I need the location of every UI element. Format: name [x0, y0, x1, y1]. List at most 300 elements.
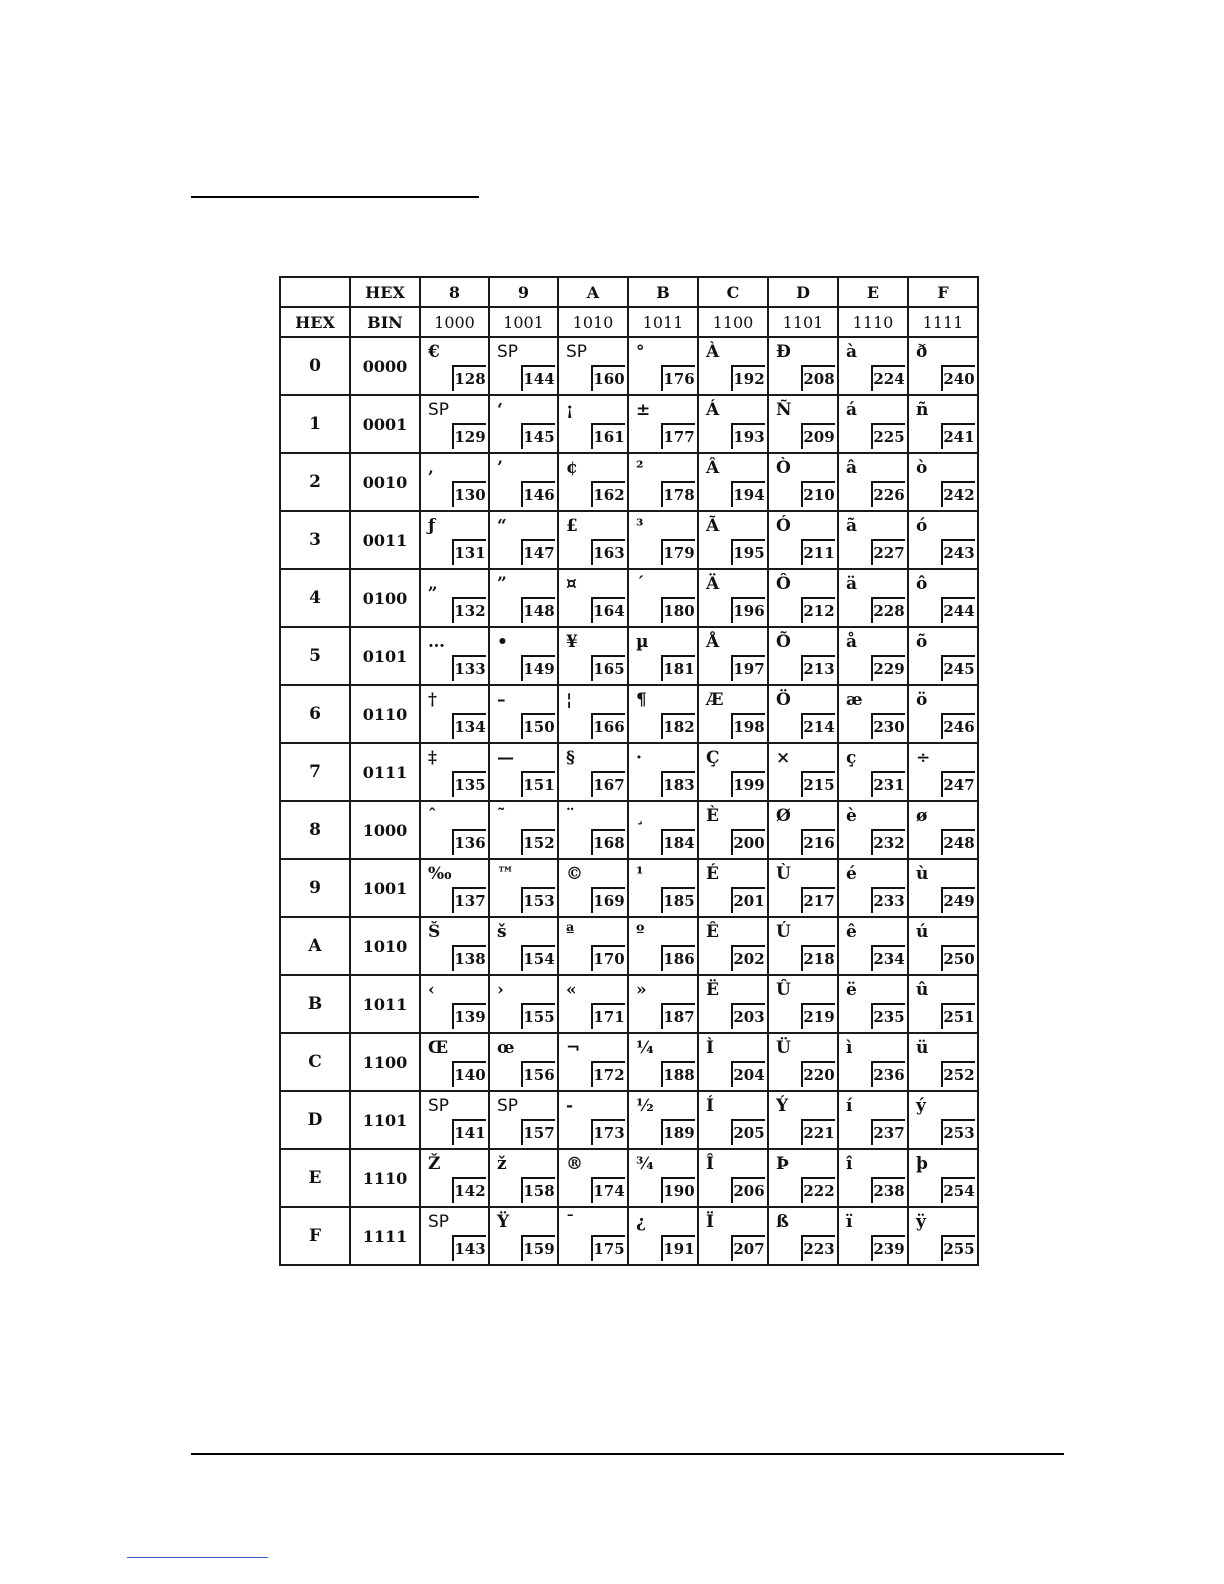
- char-cell: [558, 743, 628, 801]
- char-glyph: SP: [497, 1096, 519, 1116]
- decimal-code: 160: [591, 365, 625, 391]
- char-glyph: È: [706, 806, 719, 826]
- decimal-code: 229: [871, 655, 905, 681]
- char-glyph: É: [706, 864, 719, 884]
- char-cell: [420, 1207, 489, 1265]
- char-cell: [558, 859, 628, 917]
- char-glyph: ¡: [566, 400, 574, 420]
- decimal-code: 159: [521, 1235, 555, 1261]
- column-bin-header: 1101: [768, 307, 838, 337]
- decimal-code: 167: [591, 771, 625, 797]
- decimal-code: 151: [521, 771, 555, 797]
- char-cell: [628, 627, 698, 685]
- char-glyph: Û: [776, 980, 791, 1000]
- decimal-code: 234: [871, 945, 905, 971]
- decimal-code: 205: [731, 1119, 765, 1145]
- decimal-code: 130: [452, 481, 486, 507]
- decimal-code: 216: [801, 829, 835, 855]
- char-cell: [420, 917, 489, 975]
- char-glyph: “: [497, 516, 507, 536]
- char-glyph: ´: [636, 574, 645, 594]
- decimal-code: 215: [801, 771, 835, 797]
- row-bin-value: 1110: [350, 1149, 420, 1207]
- char-cell: [420, 1149, 489, 1207]
- row-hex-value: 3: [280, 511, 350, 569]
- decimal-code: 220: [801, 1061, 835, 1087]
- char-glyph: ›: [497, 980, 504, 1000]
- decimal-code: 204: [731, 1061, 765, 1087]
- decimal-code: 217: [801, 887, 835, 913]
- char-cell: [628, 743, 698, 801]
- char-glyph: †: [428, 690, 437, 710]
- row-hex-value: F: [280, 1207, 350, 1265]
- decimal-code: 188: [661, 1061, 695, 1087]
- char-cell: [420, 453, 489, 511]
- decimal-code: 157: [521, 1119, 555, 1145]
- column-bin-header: 1111: [908, 307, 978, 337]
- char-cell: [698, 1033, 768, 1091]
- char-glyph: SP: [566, 342, 588, 362]
- char-cell: [558, 1091, 628, 1149]
- decimal-code: 146: [521, 481, 555, 507]
- char-cell: [489, 511, 558, 569]
- decimal-code: 232: [871, 829, 905, 855]
- decimal-code: 228: [871, 597, 905, 623]
- char-cell: [698, 743, 768, 801]
- row-hex-value: 1: [280, 395, 350, 453]
- char-glyph: ‰: [428, 864, 452, 884]
- char-glyph: ù: [916, 864, 929, 884]
- char-cell: [768, 801, 838, 859]
- char-glyph: Đ: [776, 342, 791, 362]
- decimal-code: 191: [661, 1235, 695, 1261]
- char-cell: [698, 395, 768, 453]
- char-cell: [489, 743, 558, 801]
- char-glyph: ‹: [428, 980, 435, 1000]
- char-glyph: ‘: [497, 400, 503, 420]
- char-glyph: ì: [846, 1038, 853, 1058]
- decimal-code: 240: [941, 365, 975, 391]
- char-cell: [838, 569, 908, 627]
- row-hex-value: 9: [280, 859, 350, 917]
- char-glyph: SP: [428, 1212, 450, 1232]
- decimal-code: 209: [801, 423, 835, 449]
- char-glyph: ó: [916, 516, 928, 536]
- char-glyph: Ò: [776, 458, 791, 478]
- row-bin-value: 0101: [350, 627, 420, 685]
- table-row: [280, 801, 978, 859]
- char-glyph: Á: [706, 400, 720, 420]
- char-glyph: Ï: [706, 1212, 714, 1232]
- char-glyph: ˆ: [428, 806, 437, 826]
- column-bin-header: 1000: [420, 307, 489, 337]
- row-bin-value: 0100: [350, 569, 420, 627]
- char-glyph: Ù: [776, 864, 791, 884]
- row-bin-value: 1111: [350, 1207, 420, 1265]
- char-glyph: ú: [916, 922, 929, 942]
- char-cell: [489, 627, 558, 685]
- decimal-code: 185: [661, 887, 695, 913]
- char-cell: [768, 569, 838, 627]
- char-cell: [908, 1091, 978, 1149]
- char-cell: [698, 801, 768, 859]
- decimal-code: 145: [521, 423, 555, 449]
- char-glyph: ³: [636, 516, 644, 536]
- char-glyph: ˜: [497, 806, 506, 826]
- char-cell: [768, 395, 838, 453]
- decimal-code: 223: [801, 1235, 835, 1261]
- char-glyph: ²: [636, 458, 644, 478]
- char-glyph: ê: [846, 922, 857, 942]
- char-glyph: ¹: [636, 864, 644, 884]
- char-glyph: ’: [497, 458, 503, 478]
- decimal-code: 238: [871, 1177, 905, 1203]
- char-cell: [838, 917, 908, 975]
- decimal-code: 132: [452, 597, 486, 623]
- char-glyph: ±: [636, 400, 651, 420]
- char-cell: [489, 1149, 558, 1207]
- char-glyph: ƒ: [428, 516, 436, 536]
- char-glyph: Ä: [706, 574, 720, 594]
- decimal-code: 155: [521, 1003, 555, 1029]
- row-hex-value: E: [280, 1149, 350, 1207]
- decimal-code: 158: [521, 1177, 555, 1203]
- char-glyph: ß: [776, 1212, 789, 1232]
- decimal-code: 249: [941, 887, 975, 913]
- decimal-code: 225: [871, 423, 905, 449]
- char-cell: [558, 395, 628, 453]
- column-hex-header: A: [558, 277, 628, 307]
- column-bin-header: 1011: [628, 307, 698, 337]
- decimal-code: 203: [731, 1003, 765, 1029]
- char-glyph: ¼: [636, 1038, 654, 1058]
- char-glyph: ‡: [428, 748, 437, 768]
- header-hex-label: HEX: [350, 277, 420, 307]
- char-cell: [768, 859, 838, 917]
- char-glyph: •: [497, 632, 508, 652]
- char-cell: [768, 1207, 838, 1265]
- table-row: [280, 337, 978, 395]
- decimal-code: 254: [941, 1177, 975, 1203]
- decimal-code: 198: [731, 713, 765, 739]
- char-cell: [489, 975, 558, 1033]
- char-glyph: Ë: [706, 980, 719, 1000]
- char-glyph: ¿: [636, 1212, 646, 1232]
- decimal-code: 148: [521, 597, 555, 623]
- char-cell: [698, 569, 768, 627]
- char-cell: [838, 337, 908, 395]
- char-glyph: á: [846, 400, 858, 420]
- decimal-code: 183: [661, 771, 695, 797]
- char-glyph: ©: [566, 864, 583, 884]
- char-cell: [558, 917, 628, 975]
- char-glyph: °: [636, 342, 645, 362]
- decimal-code: 186: [661, 945, 695, 971]
- char-cell: [420, 859, 489, 917]
- decimal-code: 255: [941, 1235, 975, 1261]
- decimal-code: 179: [661, 539, 695, 565]
- char-cell: [908, 1207, 978, 1265]
- char-cell: [420, 1033, 489, 1091]
- char-cell: [768, 511, 838, 569]
- decimal-code: 182: [661, 713, 695, 739]
- char-glyph: Ñ: [776, 400, 792, 420]
- char-cell: [838, 395, 908, 453]
- decimal-code: 190: [661, 1177, 695, 1203]
- decimal-code: 200: [731, 829, 765, 855]
- decimal-code: 233: [871, 887, 905, 913]
- decimal-code: 237: [871, 1119, 905, 1145]
- char-cell: [698, 337, 768, 395]
- char-cell: [838, 685, 908, 743]
- char-cell: [628, 975, 698, 1033]
- char-glyph: €: [428, 342, 440, 362]
- char-cell: [908, 859, 978, 917]
- char-cell: [698, 453, 768, 511]
- char-cell: [628, 917, 698, 975]
- column-hex-header: E: [838, 277, 908, 307]
- header-row-bin: [280, 307, 978, 337]
- char-glyph: £: [566, 516, 578, 536]
- char-cell: [628, 801, 698, 859]
- table-row: [280, 1207, 978, 1265]
- char-glyph: µ: [636, 632, 649, 652]
- char-cell: [628, 395, 698, 453]
- row-hex-value: D: [280, 1091, 350, 1149]
- decimal-code: 141: [452, 1119, 486, 1145]
- decimal-code: 142: [452, 1177, 486, 1203]
- row-bin-value: 1101: [350, 1091, 420, 1149]
- row-bin-value: 0111: [350, 743, 420, 801]
- char-cell: [420, 337, 489, 395]
- decimal-code: 199: [731, 771, 765, 797]
- char-glyph: —: [497, 748, 514, 768]
- decimal-code: 201: [731, 887, 765, 913]
- char-glyph: ¨: [566, 806, 575, 826]
- char-glyph: š: [497, 922, 507, 942]
- row-bin-value: 0011: [350, 511, 420, 569]
- char-glyph: û: [916, 980, 929, 1000]
- char-cell: [489, 801, 558, 859]
- char-glyph: SP: [428, 1096, 450, 1116]
- char-glyph: ¯: [566, 1212, 575, 1232]
- decimal-code: 239: [871, 1235, 905, 1261]
- char-cell: [908, 685, 978, 743]
- char-glyph: SP: [497, 342, 519, 362]
- char-glyph: ò: [916, 458, 928, 478]
- char-cell: [558, 801, 628, 859]
- char-glyph: Ì: [706, 1038, 714, 1058]
- char-glyph: ž: [497, 1154, 507, 1174]
- char-cell: [768, 917, 838, 975]
- decimal-code: 196: [731, 597, 765, 623]
- decimal-code: 170: [591, 945, 625, 971]
- decimal-code: 163: [591, 539, 625, 565]
- decimal-code: 250: [941, 945, 975, 971]
- decimal-code: 136: [452, 829, 486, 855]
- decimal-code: 221: [801, 1119, 835, 1145]
- char-cell: [768, 337, 838, 395]
- char-glyph: Ó: [776, 516, 791, 536]
- row-bin-value: 0110: [350, 685, 420, 743]
- decimal-code: 139: [452, 1003, 486, 1029]
- char-glyph: Ž: [428, 1154, 441, 1174]
- char-glyph: Ö: [776, 690, 791, 710]
- char-cell: [558, 1033, 628, 1091]
- decimal-code: 211: [801, 539, 835, 565]
- char-glyph: Þ: [776, 1154, 789, 1174]
- char-cell: [698, 859, 768, 917]
- row-hex-value: A: [280, 917, 350, 975]
- char-glyph: …: [428, 632, 445, 652]
- char-cell: [628, 1033, 698, 1091]
- char-glyph: é: [846, 864, 857, 884]
- char-cell: [698, 685, 768, 743]
- decimal-code: 156: [521, 1061, 555, 1087]
- decimal-code: 138: [452, 945, 486, 971]
- char-cell: [628, 453, 698, 511]
- char-glyph: ö: [916, 690, 928, 710]
- char-cell: [628, 337, 698, 395]
- char-cell: [768, 1091, 838, 1149]
- char-cell: [420, 511, 489, 569]
- char-cell: [420, 627, 489, 685]
- char-cell: [628, 1149, 698, 1207]
- char-cell: [908, 975, 978, 1033]
- column-bin-header: 1100: [698, 307, 768, 337]
- table-row: [280, 917, 978, 975]
- char-glyph: Ø: [776, 806, 791, 826]
- decimal-code: 241: [941, 423, 975, 449]
- table-row: [280, 511, 978, 569]
- decimal-code: 194: [731, 481, 765, 507]
- row-bin-value: 0000: [350, 337, 420, 395]
- char-cell: [838, 1207, 908, 1265]
- char-cell: [838, 1033, 908, 1091]
- char-cell: [420, 1091, 489, 1149]
- decimal-code: 230: [871, 713, 905, 739]
- column-bin-header: 1110: [838, 307, 908, 337]
- decimal-code: 246: [941, 713, 975, 739]
- row-bin-value: 0001: [350, 395, 420, 453]
- char-cell: [558, 1149, 628, 1207]
- char-cell: [908, 511, 978, 569]
- char-cell: [489, 395, 558, 453]
- decimal-code: 192: [731, 365, 765, 391]
- char-glyph: õ: [916, 632, 928, 652]
- char-cell: [768, 1149, 838, 1207]
- row-hex-value: B: [280, 975, 350, 1033]
- decimal-code: 206: [731, 1177, 765, 1203]
- decimal-code: 133: [452, 655, 486, 681]
- char-glyph: ã: [846, 516, 858, 536]
- decimal-code: 226: [871, 481, 905, 507]
- char-glyph: Ý: [776, 1096, 789, 1116]
- decimal-code: 172: [591, 1061, 625, 1087]
- char-cell: [558, 1207, 628, 1265]
- top-divider: [191, 196, 479, 198]
- char-glyph: â: [846, 458, 858, 478]
- char-glyph: „: [428, 574, 438, 594]
- decimal-code: 187: [661, 1003, 695, 1029]
- decimal-code: 218: [801, 945, 835, 971]
- decimal-code: 171: [591, 1003, 625, 1029]
- decimal-code: 244: [941, 597, 975, 623]
- char-cell: [838, 801, 908, 859]
- decimal-code: 147: [521, 539, 555, 565]
- char-cell: [489, 917, 558, 975]
- char-cell: [838, 1149, 908, 1207]
- char-glyph: ý: [916, 1096, 926, 1116]
- char-glyph: å: [846, 632, 858, 652]
- char-glyph: –: [497, 690, 506, 710]
- decimal-code: 242: [941, 481, 975, 507]
- char-cell: [489, 685, 558, 743]
- decimal-code: 212: [801, 597, 835, 623]
- column-bin-header: 1010: [558, 307, 628, 337]
- row-hex-value: 7: [280, 743, 350, 801]
- char-glyph: ‚: [428, 458, 434, 478]
- char-cell: [838, 511, 908, 569]
- character-table: [279, 276, 979, 1266]
- decimal-code: 210: [801, 481, 835, 507]
- decimal-code: 149: [521, 655, 555, 681]
- decimal-code: 174: [591, 1177, 625, 1203]
- char-cell: [420, 975, 489, 1033]
- char-glyph: ¦: [566, 690, 573, 710]
- char-cell: [489, 337, 558, 395]
- decimal-code: 152: [521, 829, 555, 855]
- char-glyph: Ç: [706, 748, 720, 768]
- table-row: [280, 453, 978, 511]
- char-glyph: §: [566, 748, 575, 768]
- char-glyph: ï: [846, 1212, 853, 1232]
- decimal-code: 169: [591, 887, 625, 913]
- column-hex-header: B: [628, 277, 698, 307]
- char-cell: [489, 1033, 558, 1091]
- decimal-code: 253: [941, 1119, 975, 1145]
- decimal-code: 207: [731, 1235, 765, 1261]
- decimal-code: 143: [452, 1235, 486, 1261]
- char-cell: [489, 453, 558, 511]
- column-hex-header: F: [908, 277, 978, 307]
- char-cell: [558, 453, 628, 511]
- char-glyph: ¢: [566, 458, 578, 478]
- column-hex-header: 8: [420, 277, 489, 307]
- char-glyph: ¬: [566, 1038, 581, 1058]
- char-glyph: À: [706, 342, 720, 362]
- decimal-code: 227: [871, 539, 905, 565]
- decimal-code: 164: [591, 597, 625, 623]
- char-cell: [838, 453, 908, 511]
- char-glyph: è: [846, 806, 857, 826]
- decimal-code: 214: [801, 713, 835, 739]
- char-cell: [908, 395, 978, 453]
- char-cell: [698, 1149, 768, 1207]
- table-row: [280, 685, 978, 743]
- char-cell: [908, 569, 978, 627]
- char-cell: [628, 859, 698, 917]
- table-row: [280, 1149, 978, 1207]
- row-bin-value: 1011: [350, 975, 420, 1033]
- decimal-code: 166: [591, 713, 625, 739]
- column-hex-header: D: [768, 277, 838, 307]
- row-hex-value: 8: [280, 801, 350, 859]
- char-glyph: ø: [916, 806, 928, 826]
- char-cell: [768, 453, 838, 511]
- char-glyph: ð: [916, 342, 928, 362]
- char-glyph: -: [566, 1096, 574, 1116]
